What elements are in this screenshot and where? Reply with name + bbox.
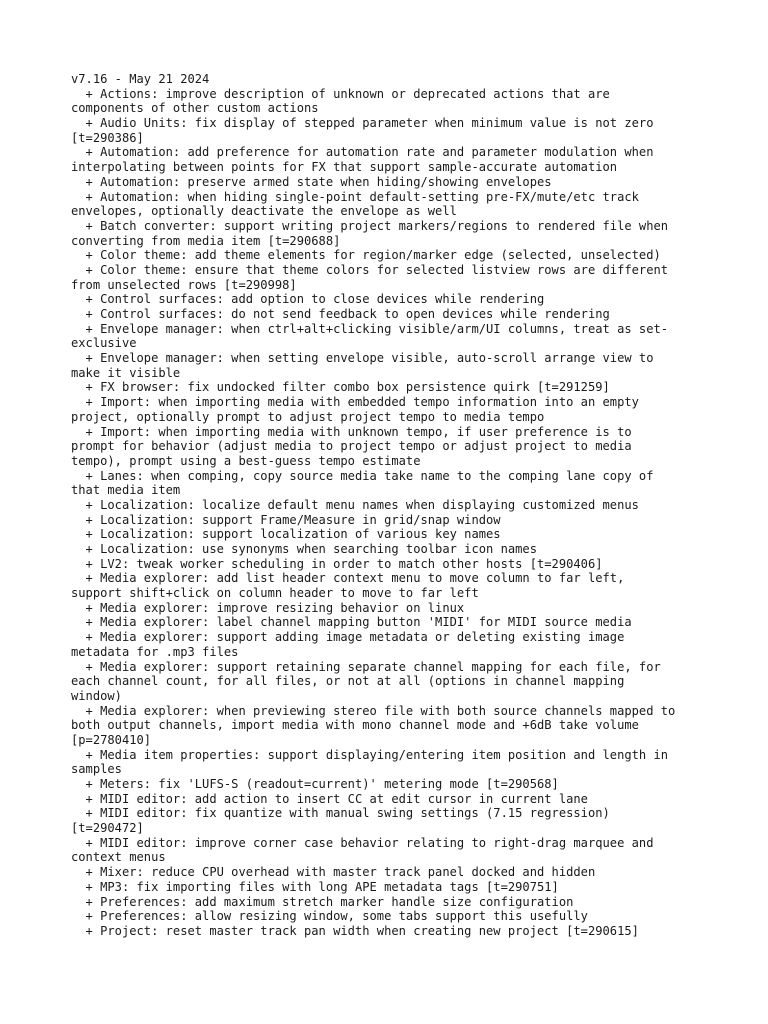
changelog-line: + Localization: use synonyms when searching toolbar icon names: [71, 542, 537, 556]
changelog-line: project, optionally prompt to adjust project tempo to media tempo: [71, 409, 545, 424]
changelog-line: metadata for .mp3 files: [71, 644, 239, 659]
changelog-line: components of other custom actions: [71, 101, 319, 116]
changelog-line: + Media explorer: support adding image metadata or deleting existing image: [71, 630, 625, 645]
changelog-line: + Import: when importing media with embedded tempo information into an empty: [71, 395, 639, 410]
changelog-line: + Media item properties: support displaying/entering item position and length in: [71, 747, 669, 762]
changelog-line: support shift+click on column header to move to far left: [71, 586, 479, 601]
changelog-line: envelopes, optionally deactivate the envelope as well: [71, 204, 457, 219]
changelog-line: [p=2780410]: [71, 732, 152, 747]
changelog-line: + Lanes: when comping, copy source media take name to the comping lane copy of: [71, 468, 654, 483]
changelog-line: + Envelope manager: when ctrl+alt+clicking visible/arm/UI columns, treat as set-: [71, 321, 669, 336]
changelog-line: + Preferences: add maximum stretch marker handle size configuration: [71, 894, 574, 909]
changelog-line: + Preferences: allow resizing window, some tabs support this usefully: [71, 909, 588, 924]
changelog-line: both output channels, import media with mono channel mode and +6dB take volume: [71, 718, 639, 733]
changelog-line: make it visible: [71, 365, 181, 380]
changelog-line: each channel count, for all files, or not at all (options in channel mapping: [71, 674, 625, 689]
changelog-line: + Control surfaces: add option to close devices while rendering: [71, 292, 545, 307]
changelog-line: + Automation: add preference for automation rate and parameter modulation when: [71, 145, 654, 160]
version-heading: v7.16 - May 21 2024: [71, 72, 210, 86]
changelog-line: + Actions: improve description of unknown or deprecated actions that are: [71, 86, 610, 101]
changelog-line: converting from media item [t=290688]: [71, 233, 341, 248]
changelog-line: + Meters: fix 'LUFS-S (readout=current)' metering mode [t=290568]: [71, 777, 559, 791]
changelog-line: + Batch converter: support writing project markers/regions to rendered file when: [71, 218, 669, 233]
changelog-line: + MP3: fix importing files with long APE metadata tags [t=290751]: [71, 879, 559, 894]
changelog-line: + Localization: support Frame/Measure in grid/snap window: [71, 512, 501, 527]
changelog-line: + MIDI editor: improve corner case behavior relating to right-drag marquee and: [71, 835, 654, 850]
changelog-line: [t=290386]: [71, 130, 144, 145]
changelog-line: + Color theme: ensure that theme colors for selected listview rows are different: [71, 262, 669, 277]
changelog-line: + Localization: localize default menu names when displaying customized menus: [71, 497, 639, 512]
changelog-line: + FX browser: fix undocked filter combo box persistence quirk [t=291259]: [71, 380, 610, 395]
changelog-line: window): [71, 688, 122, 703]
changelog-line: + Control surfaces: do not send feedback to open devices while rendering: [71, 307, 610, 321]
changelog-line: [t=290472]: [71, 821, 144, 836]
changelog-line: that media item: [71, 483, 181, 498]
changelog-line: + LV2: tweak worker scheduling in order to match other hosts [t=290406]: [71, 556, 603, 571]
changelog-line: + Media explorer: when previewing stereo file with both source channels mapped to: [71, 703, 676, 718]
changelog-line: + Localization: support localization of various key names: [71, 527, 501, 542]
changelog-line: + Media explorer: support retaining separate channel mapping for each file, for: [71, 659, 661, 674]
changelog-line: prompt for behavior (adjust media to project tempo or adjust project to media: [71, 439, 632, 454]
changelog-line: + Audio Units: fix display of stepped parameter when minimum value is not zero: [71, 116, 654, 131]
changelog-line: + Media explorer: add list header context menu to move column to far left,: [71, 571, 625, 586]
changelog-line: + Automation: preserve armed state when hiding/showing envelopes: [71, 174, 552, 189]
changelog-line: + MIDI editor: fix quantize with manual swing settings (7.15 regression): [71, 806, 610, 821]
changelog-line: context menus: [71, 850, 166, 865]
changelog-line: tempo), prompt using a best-guess tempo estimate: [71, 453, 421, 468]
changelog-line: samples: [71, 762, 122, 777]
changelog-line: + Envelope manager: when setting envelope visible, auto-scroll arrange view to: [71, 351, 654, 366]
changelog-line: + Mixer: reduce CPU overhead with master track panel docked and hidden: [71, 865, 596, 880]
changelog-line: interpolating between points for FX that support sample-accurate automation: [71, 160, 618, 175]
changelog-line: + MIDI editor: add action to insert CC at edit cursor in current lane: [71, 791, 588, 806]
changelog-line: exclusive: [71, 336, 137, 351]
changelog-line: + Import: when importing media with unknown tempo, if user preference is to: [71, 424, 632, 439]
changelog-line: + Media explorer: label channel mapping button 'MIDI' for MIDI source media: [71, 615, 632, 630]
changelog-line: + Color theme: add theme elements for region/marker edge (selected, unselected): [71, 248, 661, 263]
changelog-line: from unselected rows [t=290998]: [71, 277, 297, 292]
changelog-line: + Automation: when hiding single-point default-setting pre-FX/mute/etc track: [71, 189, 639, 204]
changelog-text: [71, 72, 711, 939]
changelog-line: + Media explorer: improve resizing behavior on linux: [71, 600, 465, 615]
changelog-line: + Project: reset master track pan width when creating new project [t=290615]: [71, 923, 639, 938]
